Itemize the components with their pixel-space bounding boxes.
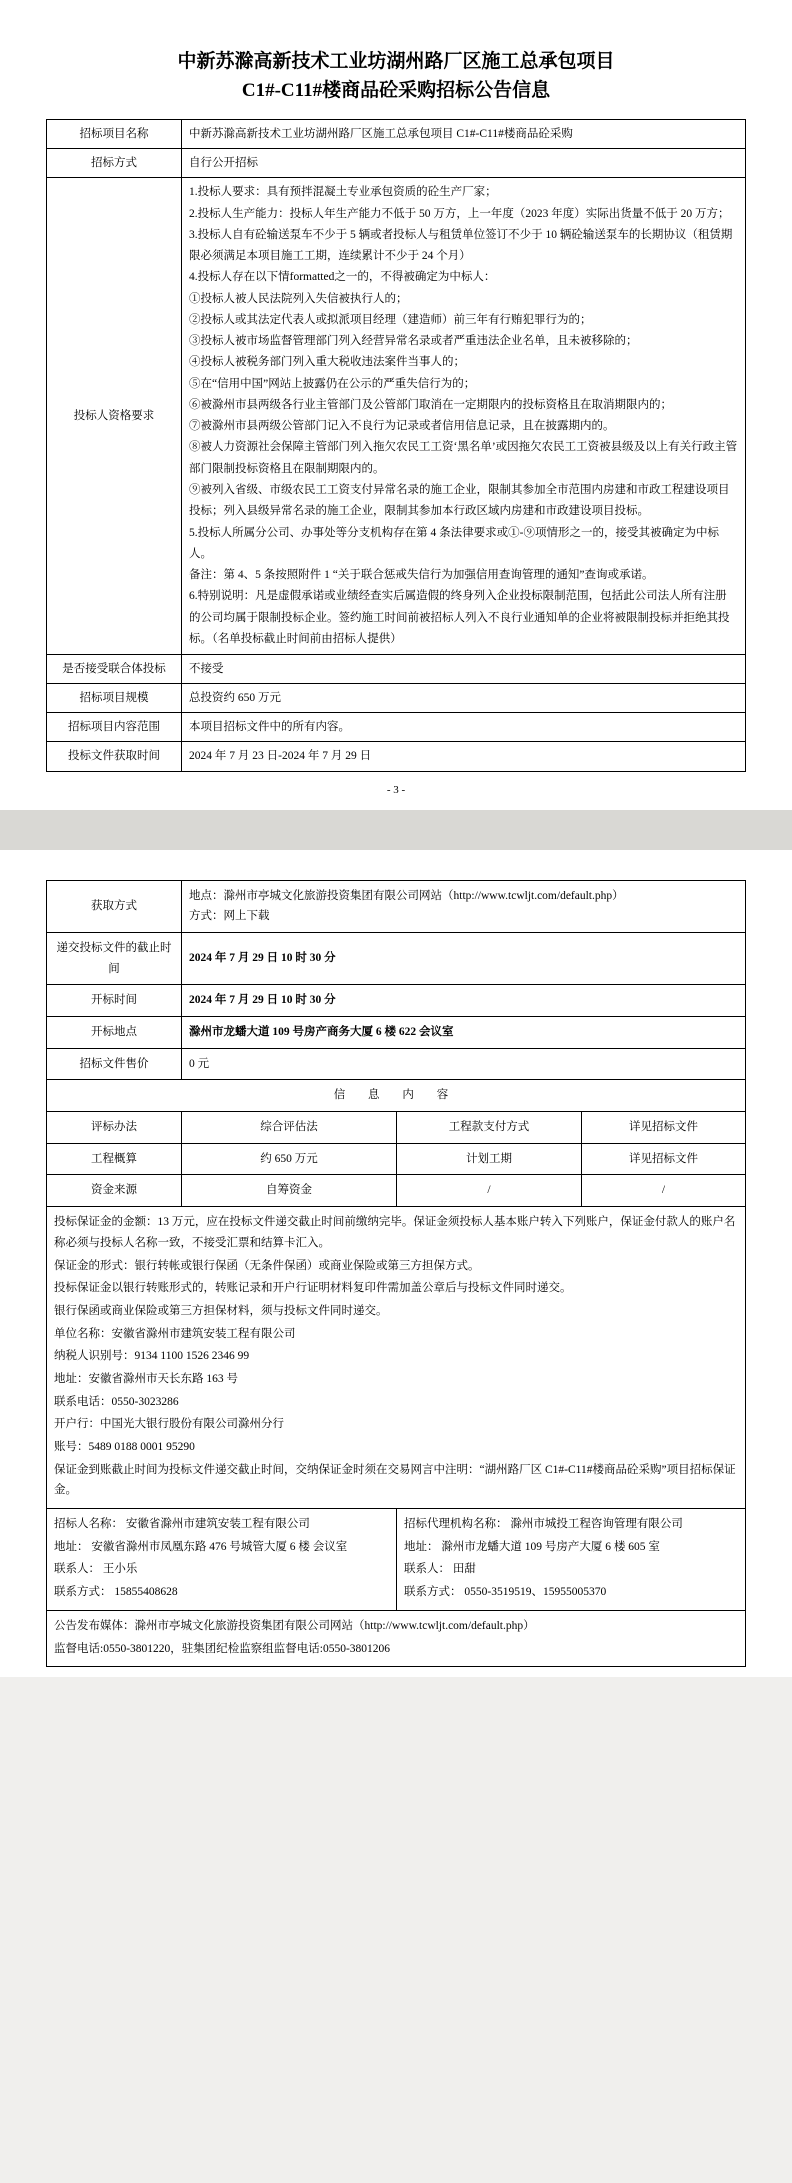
open-time-label: 开标时间 bbox=[47, 985, 182, 1017]
qualification-item: ④投标人被税务部门列入重大税收违法案件当事人的； bbox=[189, 356, 465, 369]
page-title-line-1: 中新苏滁高新技术工业坊湖州路厂区施工总承包项目 bbox=[177, 51, 615, 72]
table-row bbox=[47, 713, 746, 742]
footer-media: 公告发布媒体：滁州市亭城文化旅游投资集团有限公司网站（http://www.tcwljt.com/default.php） bbox=[54, 1619, 535, 1632]
acquire-line-2: 方式：网上下载 bbox=[189, 910, 270, 923]
doc-price-value: 0 元 bbox=[182, 1048, 746, 1080]
info-header: 信 息 内 容 bbox=[47, 1080, 746, 1112]
qualification-item: ⑤在“信用中国”网站上披露仍在公示的严重失信行为的； bbox=[189, 377, 476, 390]
announcement-table-1 bbox=[46, 119, 746, 772]
deadline-label: 递交投标文件的截止时间 bbox=[47, 932, 182, 984]
table-row-footer bbox=[47, 1610, 746, 1666]
table-row-contacts bbox=[47, 1509, 746, 1611]
qualification-label: 投标人资格要求 bbox=[47, 178, 182, 655]
qualification-item: ⑥被滁州市县两级各行业主管部门及公管部门取消在一定期限内的投标资格且在取消期限内的； bbox=[189, 398, 672, 411]
page-title-line-2: C1#-C11#楼商品砼采购招标公告信息 bbox=[241, 79, 551, 101]
qualification-item: ③投标人被市场监督管理部门列入经营异常名录或者严重违法企业名单，且未被移除的； bbox=[189, 335, 638, 348]
tenderer-address-value: 安徽省滁州市凤凰东路 476 号城管大厦 6 楼 会议室 bbox=[91, 1540, 348, 1553]
tenderer-person-value: 王小乐 bbox=[102, 1563, 138, 1576]
open-time-value: 2024 年 7 月 29 日 10 时 30 分 bbox=[182, 985, 746, 1017]
guarantee-paragraph: 账号：5489 0188 0001 95290 bbox=[54, 1441, 195, 1454]
info-value-right: 详见招标文件 bbox=[582, 1112, 746, 1144]
acquire-label: 获取方式 bbox=[47, 880, 182, 932]
table-row bbox=[47, 120, 746, 149]
table-row-qualification bbox=[47, 178, 746, 655]
row-value: 本项目招标文件中的所有内容。 bbox=[182, 713, 746, 742]
table-row-open-place bbox=[47, 1017, 746, 1049]
footer-block bbox=[47, 1610, 746, 1666]
info-label-left: 工程概算 bbox=[47, 1143, 182, 1175]
agency-person-row bbox=[404, 1559, 738, 1580]
table-row-info bbox=[47, 1112, 746, 1144]
deadline-value: 2024 年 7 月 29 日 10 时 30 分 bbox=[182, 932, 746, 984]
info-value-left: 综合评估法 bbox=[182, 1112, 397, 1144]
page-1 bbox=[0, 0, 792, 810]
qualification-item: ⑧被人力资源社会保障主管部门列入拖欠农民工工资‘黑名单’或因拖欠农民工工资被县级及以上有关行政主管部门限制投标资格且在限制期限内的。 bbox=[189, 441, 738, 475]
qualification-item: ①投标人被人民法院列入失信被执行人的； bbox=[189, 292, 408, 305]
table-row bbox=[47, 149, 746, 178]
page-title bbox=[0, 48, 792, 105]
table-row-info bbox=[47, 1143, 746, 1175]
tenderer-name-label: 招标人名称： bbox=[54, 1518, 123, 1531]
qualification-item: ②投标人或其法定代表人或拟派项目经理（建造师）前三年有行贿犯罪行为的； bbox=[189, 313, 592, 326]
announcement-table-2 bbox=[46, 880, 746, 1668]
guarantee-paragraph: 保证金的形式：银行转帐或银行保函（无条件保函）或商业保险或第三方担保方式。 bbox=[54, 1259, 480, 1272]
qualification-item: 备注：第 4、5 条按照附件 1 “关于联合惩戒失信行为加强信用查询管理的通知”查询或承诺。 bbox=[189, 569, 654, 582]
footer-supervise: 监督电话:0550-3801220，驻集团纪检监察组监督电话:0550-3801206 bbox=[54, 1642, 391, 1655]
row-value: 不接受 bbox=[182, 655, 746, 684]
tenderer-address-row bbox=[54, 1537, 389, 1558]
row-label: 投标文件获取时间 bbox=[47, 742, 182, 771]
agency-person-label: 联系人： bbox=[404, 1563, 450, 1576]
guarantee-paragraph: 保证金到账截止时间为投标文件递交截止时间，交纳保证金时须在交易网言中注明：“湖州路厂区 C1#-C11#楼商品砼采购”项目招标保证金。 bbox=[54, 1463, 736, 1497]
qualification-item: 2.投标人生产能力：投标人年生产能力不低于 50 万方，上一年度（2023 年度）实际出货量不低于 20 万方； bbox=[189, 207, 730, 220]
row-label: 招标方式 bbox=[47, 149, 182, 178]
row-label: 招标项目名称 bbox=[47, 120, 182, 149]
open-place-value: 滁州市龙蟠大道 109 号房产商务大厦 6 楼 622 会议室 bbox=[182, 1017, 746, 1049]
row-value: 自行公开招标 bbox=[182, 149, 746, 178]
guarantee-paragraph: 联系电话：0550-3023286 bbox=[54, 1395, 179, 1408]
row-value: 2024 年 7 月 23 日-2024 年 7 月 29 日 bbox=[182, 742, 746, 771]
table-row-guarantee bbox=[47, 1207, 746, 1509]
page-number: - 3 - bbox=[386, 783, 406, 796]
info-label-right: 工程款支付方式 bbox=[397, 1112, 582, 1144]
tenderer-name-row bbox=[54, 1514, 389, 1535]
agency-phone-value: 0550-3519519、15955005370 bbox=[464, 1586, 607, 1599]
guarantee-paragraph: 投标保证金以银行转账形式的，转账记录和开户行证明材料复印件需加盖公章后与投标文件同时递交。 bbox=[54, 1282, 572, 1295]
qualification-item: 3.投标人自有砼输送泵车不少于 5 辆或者投标人与租赁单位签订不少于 10 辆砼输送泵车的长期协议（租赁期限必须满足本项目施工工期，连续累计不少于 24 个月） bbox=[189, 228, 733, 263]
tenderer-phone-value: 15855408628 bbox=[114, 1586, 178, 1599]
page-2 bbox=[0, 850, 792, 1678]
agency-address-value: 滁州市龙蟠大道 109 号房产大厦 6 楼 605 室 bbox=[441, 1540, 660, 1553]
tenderer-phone-label: 联系方式： bbox=[54, 1586, 112, 1599]
guarantee-content bbox=[47, 1207, 746, 1509]
table-row bbox=[47, 655, 746, 684]
qualification-content bbox=[182, 178, 746, 655]
agency-name-value: 滁州市城投工程咨询管理有限公司 bbox=[510, 1518, 683, 1531]
guarantee-paragraph: 开户行：中国光大银行股份有限公司滁州分行 bbox=[54, 1418, 284, 1431]
tenderer-person-row bbox=[54, 1559, 389, 1580]
guarantee-paragraph: 单位名称：安徽省滁州市建筑安装工程有限公司 bbox=[54, 1327, 296, 1340]
qualification-item: 6.特别说明：凡是虚假承诺或业绩经查实后属造假的终身列入企业投标限制范围，包括此公司法人所有注册的公司均属于限制投标企业。签约施工时间前被招标人列入不良行业通知单的企业将被限制投标并拒绝其投标。（名单投标截止时间前由招标人提供） bbox=[189, 590, 730, 645]
table-row-acquire bbox=[47, 880, 746, 932]
table-row bbox=[47, 684, 746, 713]
info-value-right: 详见招标文件 bbox=[582, 1143, 746, 1175]
guarantee-paragraph: 投标保证金的金额：13 万元，应在投标文件递交截止时间前缴纳完毕。保证金须投标人基本账户转入下列账户，保证金付款人的账户名称必须与投标人名称一致，不接受汇票和结算卡汇入。 bbox=[54, 1216, 736, 1249]
acquire-line-1: 地点：滁州市亭城文化旅游投资集团有限公司网站（http://www.tcwljt.com/default.php） bbox=[189, 889, 624, 902]
guarantee-paragraph: 银行保函或商业保险或第三方担保材料，须与投标文件同时递交。 bbox=[54, 1304, 388, 1317]
tenderer-person-label: 联系人： bbox=[54, 1563, 100, 1576]
qualification-item: ⑨被列入省级、市级农民工工资支付异常名录的施工企业，限制其参加全市范围内房建和市政工程建设项目投标；列入县级异常名录的施工企业，限制其参加本行政区域内房建和市政建设项目投标。 bbox=[189, 483, 730, 518]
info-value-left: 约 650 万元 bbox=[182, 1143, 397, 1175]
info-label-left: 评标办法 bbox=[47, 1112, 182, 1144]
qualification-item: 1.投标人要求：具有预拌混凝土专业承包资质的砼生产厂家； bbox=[189, 186, 497, 199]
info-value-right: / bbox=[582, 1175, 746, 1207]
open-place-label: 开标地点 bbox=[47, 1017, 182, 1049]
table-row-deadline bbox=[47, 932, 746, 984]
qualification-item: ⑦被滁州市县两级公管部门记入不良行为记录或者信用信息记录，且在披露期内的。 bbox=[189, 420, 615, 433]
agency-address-row bbox=[404, 1537, 738, 1558]
guarantee-paragraph: 地址：安徽省滁州市天长东路 163 号 bbox=[54, 1372, 238, 1385]
tenderer-contact-block bbox=[47, 1509, 397, 1611]
row-label: 招标项目内容范围 bbox=[47, 713, 182, 742]
row-label: 招标项目规模 bbox=[47, 684, 182, 713]
qualification-item: 4.投标人存在以下情formatted之一的，不得被确定为中标人： bbox=[189, 271, 496, 284]
agency-phone-label: 联系方式： bbox=[404, 1586, 462, 1599]
tenderer-address-label: 地址： bbox=[54, 1540, 89, 1553]
table-row-open-time bbox=[47, 985, 746, 1017]
qualification-item: 5.投标人所属分公司、办事处等分支机构存在第 4 条法律要求或①-⑨项情形之一的，接受其被确定为中标人。 bbox=[189, 526, 719, 560]
row-value: 总投资约 650 万元 bbox=[182, 684, 746, 713]
agency-phone-row bbox=[404, 1582, 738, 1603]
agency-name-row bbox=[404, 1514, 738, 1535]
table-row-info bbox=[47, 1175, 746, 1207]
page-separator bbox=[0, 810, 792, 850]
table-row bbox=[47, 742, 746, 771]
table-row-doc-price bbox=[47, 1048, 746, 1080]
acquire-content bbox=[182, 880, 746, 932]
info-label-right: / bbox=[397, 1175, 582, 1207]
info-label-left: 资金来源 bbox=[47, 1175, 182, 1207]
agency-contact-block bbox=[397, 1509, 746, 1611]
table-row-info-header bbox=[47, 1080, 746, 1112]
guarantee-paragraph: 纳税人识别号：9134 1100 1526 2346 99 bbox=[54, 1350, 250, 1363]
doc-price-label: 招标文件售价 bbox=[47, 1048, 182, 1080]
agency-name-label: 招标代理机构名称： bbox=[404, 1518, 508, 1531]
agency-person-value: 田甜 bbox=[452, 1563, 476, 1576]
info-label-right: 计划工期 bbox=[397, 1143, 582, 1175]
tenderer-phone-row bbox=[54, 1582, 389, 1603]
agency-address-label: 地址： bbox=[404, 1540, 439, 1553]
row-value: 中新苏滁高新技术工业坊湖州路厂区施工总承包项目 C1#-C11#楼商品砼采购 bbox=[182, 120, 746, 149]
tenderer-name-value: 安徽省滁州市建筑安装工程有限公司 bbox=[125, 1518, 310, 1531]
info-value-left: 自筹资金 bbox=[182, 1175, 397, 1207]
row-label: 是否接受联合体投标 bbox=[47, 655, 182, 684]
